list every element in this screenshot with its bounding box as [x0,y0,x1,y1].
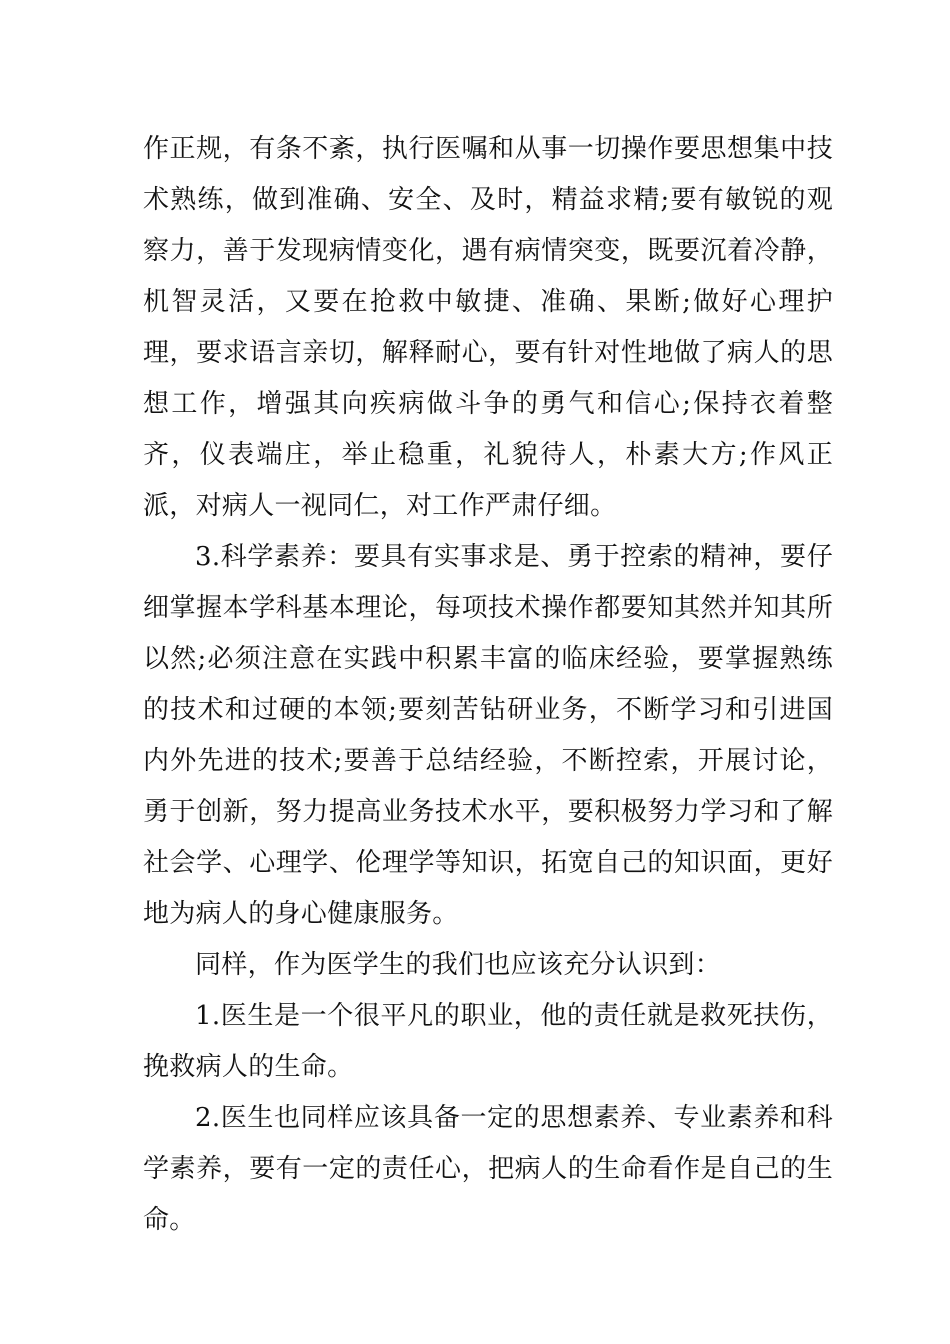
paragraph-medical-students-intro: 同样，作为医学生的我们也应该充分认识到： [195,950,722,980]
paragraph-point-2: 2.医生也同样应该具备一定的思想素养、专业素养和科学素养，要有一定的责任心，把病人的生命看作是自己的生命。 [143,1103,833,1235]
paragraph-point-1: 1.医生是一个很平凡的职业，他的责任就是救死扶伤，挽救病人的生命。 [143,1001,833,1082]
document-body [143,124,833,1246]
paragraph-continued-professional-conduct: 作正规，有条不紊，执行医嘱和从事一切操作要思想集中技术熟练，做到准确、安全、及时，精益求精;要有敏锐的观察力，善于发现病情变化，遇有病情突变，既要沉着冷静，机智灵活，又要在抢救中敏捷、准确、果断;做好心理护理，要求语言亲切，解释耐心，要有针对性地做了病人的思想工作，增强其向疾病做斗争的勇气和信心;保持衣着整齐，仪表端庄，举止稳重，礼貌待人，朴素大方;作风正派，对病人一视同仁，对工作严肃仔细。 [143,134,833,521]
paragraph-scientific-literacy: 3.科学素养：要具有实事求是、勇于控索的精神，要仔细掌握本学科基本理论，每项技术操作都要知其然并知其所以然;必须注意在实践中积累丰富的临床经验，要掌握熟练的技术和过硬的本领;要刻苦钻研业务，不断学习和引进国内外先进的技术;要善于总结经验，不断控索，开展讨论，勇于创新，努力提高业务技术水平，要积极努力学习和了解社会学、心理学、伦理学等知识，拓宽自己的知识面，更好地为病人的身心健康服务。 [143,542,833,929]
